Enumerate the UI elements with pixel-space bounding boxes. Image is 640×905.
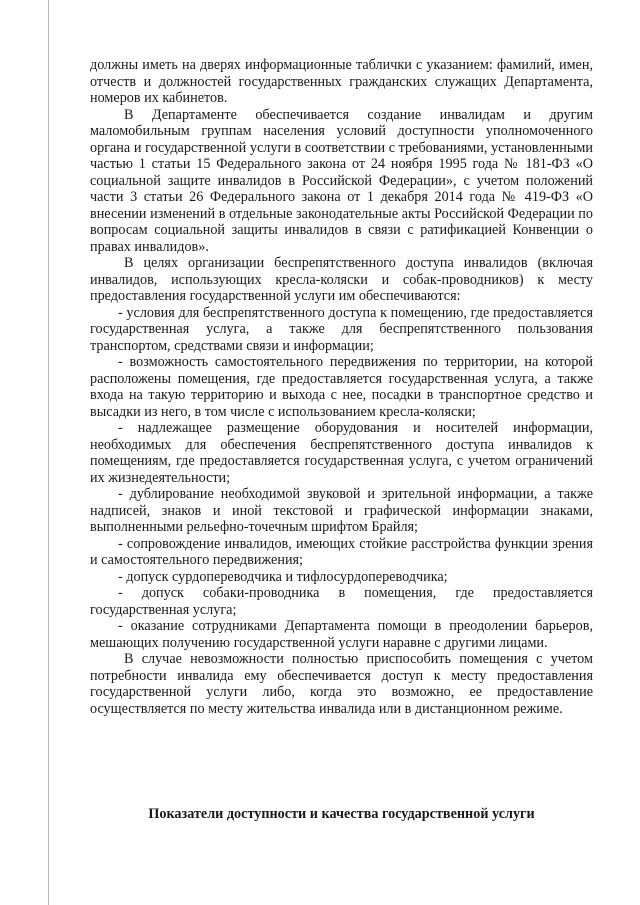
list-item-sign-interpreter: - допуск сурдопереводчика и тифлосурдопереводчика; bbox=[118, 568, 448, 585]
list-item-information-duplication: - дублирование необходимой звуковой и зрительной информации, а также надписей, знаков и иной текстовой и графической информации знаками, выполненными рельефно-точечным шрифтом Брайля; bbox=[90, 486, 593, 535]
section-heading: Показатели доступности и качества государственной услуги bbox=[148, 806, 535, 822]
list-item-guide-dog: - допуск собаки-проводника в помещения, где предоставляется государственная услуга; bbox=[90, 585, 593, 618]
list-item-staff-assistance: - оказание сотрудниками Департамента помощи в преодолении барьеров, мешающих получению государственной услуги наравне с другими лицами. bbox=[90, 618, 593, 651]
paragraph-accessibility-conditions: В Департаменте обеспечивается создание инвалидам и другим маломобильным группам населения условий доступности уполномоченного органа и государственной услуги в соответствии с требованиями, установленными частью 1 статьи 15 Федерального закона от 24 ноября 1995 года № 181-ФЗ «О социальной защите инвалидов в Российской Федерации», с учетом положений части 3 статьи 26 Федерального закона от 1 декабря 2014 года № 419-ФЗ «О внесении изменений в отдельные законодательные акты Российской Федерации по вопросам социальной защиты инвалидов в связи с ратификацией Конвенции о правах инвалидов». bbox=[90, 106, 593, 255]
paragraph-nameplates: должны иметь на дверях информационные таблички с указанием: фамилий, имен, отчеств и должностей государственных гражданских служащих Департамента, номеров их кабинетов. bbox=[90, 57, 593, 106]
paragraph-access-goals: В целях организации беспрепятственного доступа инвалидов (включая инвалидов, использующих кресла-коляски и собак-проводников) к месту предоставления государственной услуги им обеспечиваются: bbox=[90, 255, 593, 304]
list-item-independent-movement: - возможность самостоятельного передвижения по территории, на которой расположены помещения, где предоставляется государственная услуга, а также входа на такую территорию и выхода с нее, посадки в транспортное средство и высадки из него, в том числе с использованием кресла-коляски; bbox=[90, 354, 593, 420]
paragraph-remote-service: В случае невозможности полностью приспособить помещения с учетом потребности инвалида ему обеспечивается доступ к месту предоставления государственной услуги либо, когда это возможно, ее предоставление осуществляется по месту жительства инвалида или в дистанционном режиме. bbox=[90, 651, 593, 717]
list-item-premises-access: - условия для беспрепятственного доступа к помещению, где предоставляется государственная услуга, а также для беспрепятственного пользования транспортом, средствами связи и информации; bbox=[90, 304, 593, 354]
list-item-equipment-placement: - надлежащее размещение оборудования и носителей информации, необходимых для обеспечения беспрепятственного доступа инвалидов к помещениям, где предоставляется государственная услуга, с учетом ограничений их жизнедеятельности; bbox=[90, 420, 593, 486]
document-body bbox=[90, 57, 593, 717]
margin-line bbox=[48, 0, 49, 905]
list-item-escort: - сопровождение инвалидов, имеющих стойкие расстройства функции зрения и самостоятельного передвижения; bbox=[90, 535, 593, 568]
